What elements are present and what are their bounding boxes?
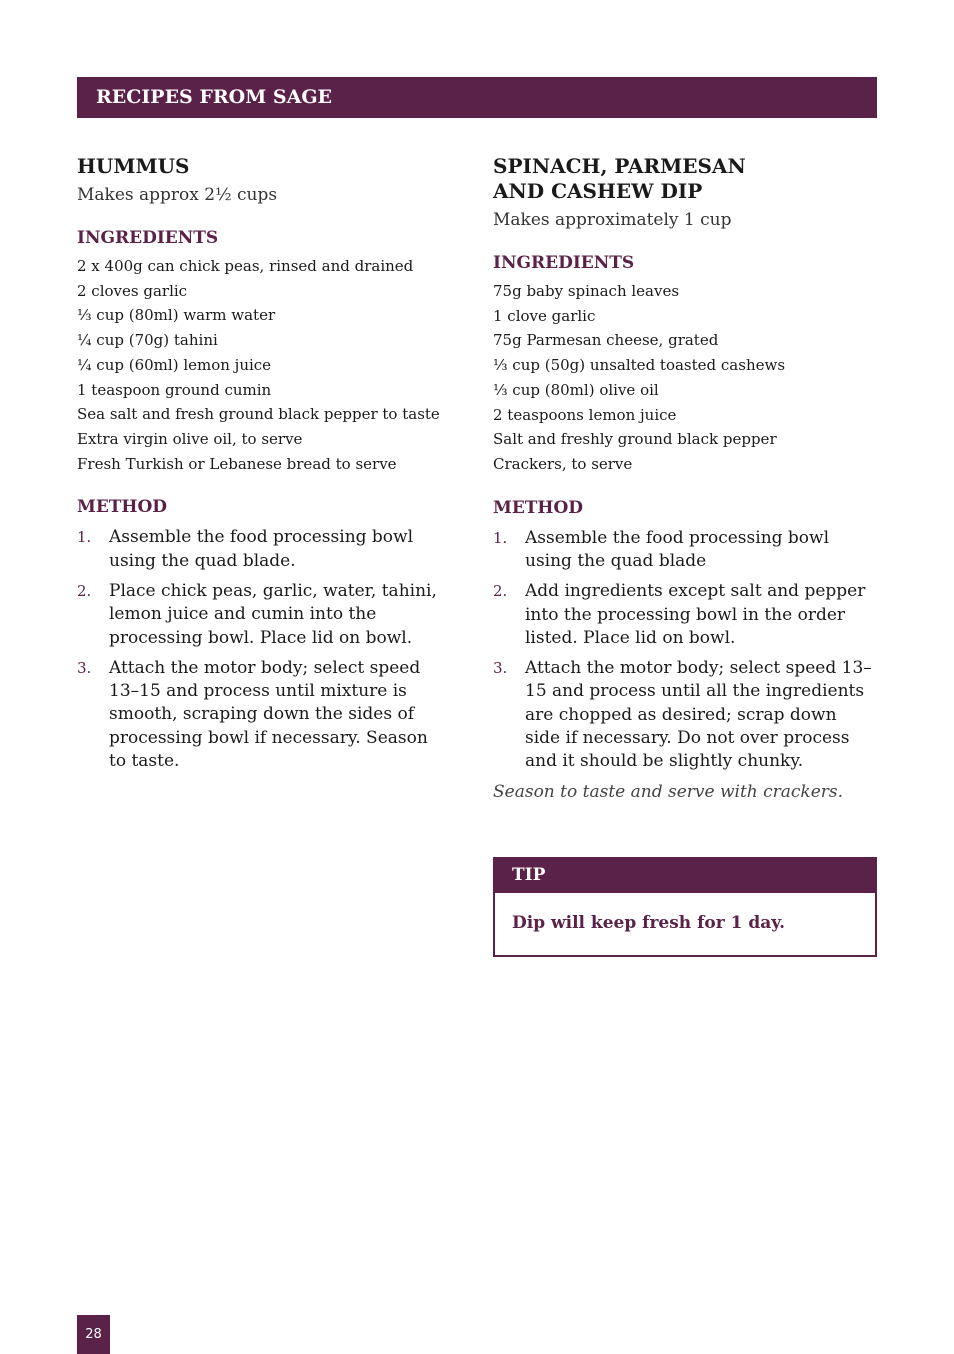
recipe-hummus [77,154,447,780]
ingredient-item: 1 clove garlic [493,306,596,325]
step-number: 1. [493,528,508,547]
ingredient-item: 2 teaspoons lemon juice [493,405,677,424]
tip-heading: TIP [493,857,877,893]
method-step [493,580,877,650]
recipe-title: SPINACH, PARMESAN AND CASHEW DIP [493,154,746,203]
method-heading: METHOD [493,497,584,518]
ingredient-item: 1 teaspoon ground cumin [77,380,272,399]
step-number: 2. [493,582,508,601]
step-text: Attach the motor body; select speed 13–15 and process until all the ingredients are chopped as desired; scrap down side if necessary. Do not over process and it should be slightly chunky. [525,658,872,772]
ingredient-item: Fresh Turkish or Lebanese bread to serve [77,454,397,473]
ingredient-item: ¼ cup (70g) tahini [77,331,218,350]
step-number: 1. [77,528,92,547]
ingredient-item: 75g baby spinach leaves [493,282,680,300]
ingredient-item: ⅓ cup (50g) unsalted toasted cashews [493,356,786,375]
recipe-yield: Makes approx 2½ cups [77,185,278,205]
ingredient-item: ⅓ cup (80ml) olive oil [493,380,659,399]
ingredients-heading: INGREDIENTS [77,228,219,248]
ingredients-list [493,279,877,477]
ingredients-heading: INGREDIENTS [493,253,635,273]
step-text: Add ingredients except salt and pepper into the processing bowl in the order listed. Place lid on bowl. [525,581,866,648]
method-steps [77,526,447,773]
method-step [77,580,447,650]
tip-box [493,857,877,957]
ingredient-item: ⅓ cup (80ml) warm water [77,306,276,325]
step-number: 2. [77,581,92,600]
recipe-spinach-dip [493,154,877,804]
step-text: Assemble the food processing bowl using the quad blade. [109,527,414,571]
ingredient-item: 75g Parmesan cheese, grated [493,331,719,350]
method-step [77,657,447,773]
step-text: Attach the motor body; select speed 13–15 and process until mixture is smooth, scraping down the sides of processing bowl if necessary. Season to taste. [109,657,428,771]
tip-text: Dip will keep fresh for 1 day. [512,913,786,933]
section-banner: RECIPES FROM SAGE [77,77,877,118]
step-number: 3. [493,659,508,678]
method-steps [493,527,877,774]
ingredient-item: Sea salt and fresh ground black pepper to taste [77,405,440,424]
step-text: Assemble the food processing bowl using the quad blade [525,527,830,571]
recipe-yield: Makes approximately 1 cup [493,210,732,230]
serving-note: Season to taste and serve with crackers. [493,781,844,802]
method-step [493,527,877,574]
ingredient-item: Salt and freshly ground black pepper [493,430,777,449]
ingredient-item: Extra virgin olive oil, to serve [77,429,303,448]
ingredient-item: 2 cloves garlic [77,281,188,300]
method-step [77,526,447,573]
ingredient-item: ¼ cup (60ml) lemon juice [77,355,272,374]
method-heading: METHOD [77,497,168,518]
page-number: 28 [77,1315,110,1354]
recipe-title: HUMMUS [77,154,190,178]
step-number: 3. [77,658,92,677]
ingredients-list [77,254,447,476]
ingredient-item: 2 x 400g can chick peas, rinsed and drained [77,257,414,275]
step-text: Place chick peas, garlic, water, tahini, lemon juice and cumin into the processing bowl. Place lid on bowl. [109,580,437,648]
ingredient-item: Crackers, to serve [493,454,633,473]
method-step [493,657,877,773]
